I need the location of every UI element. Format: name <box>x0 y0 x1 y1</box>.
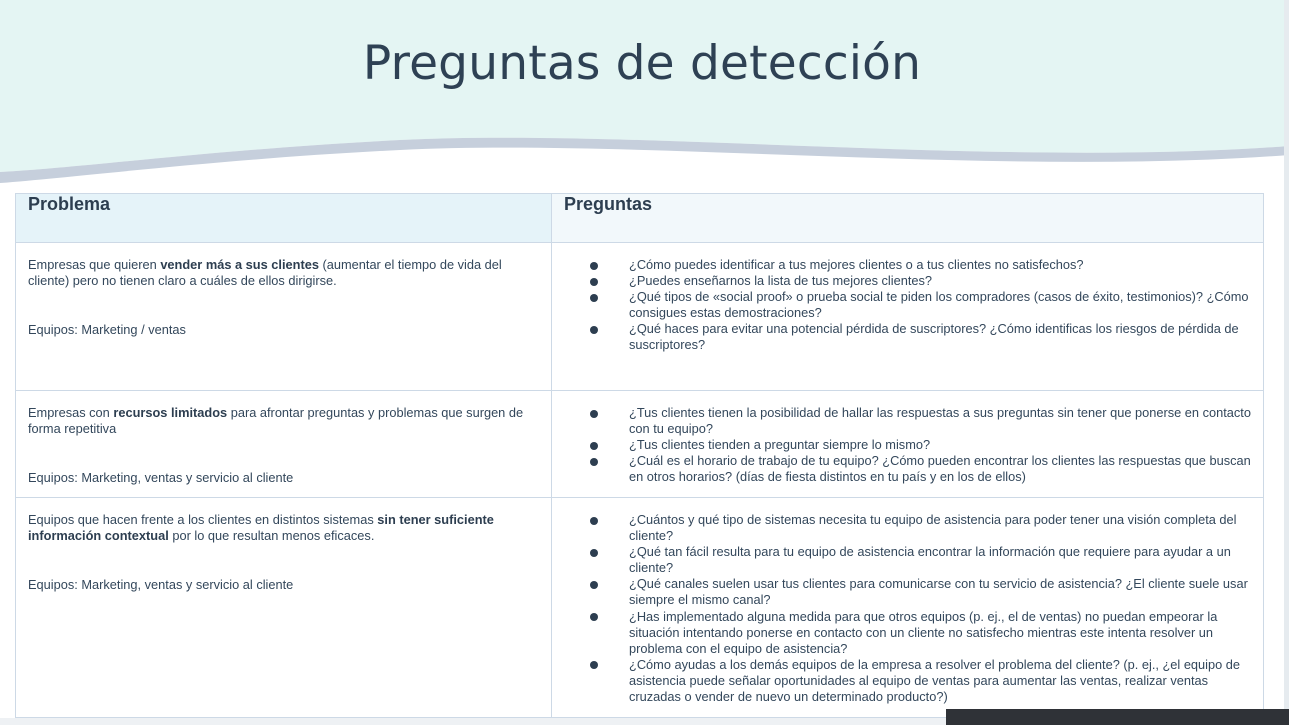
problem-highlight: sin tener suficiente información contextual <box>28 512 494 544</box>
question-list <box>564 512 1251 705</box>
question-item: ¿Qué tan fácil resulta para tu equipo de asistencia encontrar la información que requiere para ayudar a un cliente? <box>564 544 1251 576</box>
problem-description: Equipos que hacen frente a los clientes en distintos sistemas sin tener suficiente información contextual por lo que resultan menos eficaces. <box>28 512 494 544</box>
table-row <box>16 498 1264 718</box>
problem-highlight: recursos limitados <box>113 405 228 420</box>
detection-questions-table <box>15 193 1264 718</box>
problem-teams: Equipos: Marketing, ventas y servicio al cliente <box>28 577 294 593</box>
table-row <box>16 391 1264 498</box>
table-row <box>16 243 1264 391</box>
problem-teams: Equipos: Marketing / ventas <box>28 322 186 338</box>
problem-cell <box>16 243 552 391</box>
question-list <box>564 405 1251 485</box>
question-item: ¿Cómo puedes identificar a tus mejores clientes o a tus clientes no satisfechos? <box>564 257 1251 273</box>
problem-teams: Equipos: Marketing, ventas y servicio al cliente <box>28 470 294 486</box>
slide-right-edge <box>1284 0 1289 725</box>
question-item: ¿Qué tipos de «social proof» o prueba social te piden los compradores (casos de éxito, testimonios)? ¿Cómo consigues estas demostraciones? <box>564 289 1251 321</box>
problem-description: Empresas con recursos limitados para afrontar preguntas y problemas que surgen de forma repetitiva <box>28 405 524 437</box>
question-item: ¿Cuál es el horario de trabajo de tu equipo? ¿Cómo pueden encontrar los clientes las respuestas que buscan en otros horarios? (días de fiesta distintos en tu país y en los de ellos) <box>564 453 1251 485</box>
dark-corner-bar <box>946 709 1289 725</box>
header-problema: Problema <box>16 194 552 243</box>
question-item: ¿Qué haces para evitar una potencial pérdida de suscriptores? ¿Cómo identificas los riesgos de pérdida de suscriptores? <box>564 321 1251 353</box>
table-header-row <box>16 194 1264 243</box>
problem-cell <box>16 498 552 718</box>
question-item: ¿Cómo ayudas a los demás equipos de la empresa a resolver el problema del cliente? (p. ej., ¿el equipo de asistencia puede señalar oportunidades al equipo de ventas para aumentar las ventas, realizar ventas cruzadas o vender de nuevo un determinado producto?) <box>564 657 1251 705</box>
problem-cell <box>16 391 552 498</box>
problem-description: Empresas que quieren vender más a sus clientes (aumentar el tiempo de vida del cliente) pero no tienen claro a cuáles de ellos dirigirse. <box>28 257 502 289</box>
question-item: ¿Puedes enseñarnos la lista de tus mejores clientes? <box>564 273 1251 289</box>
questions-cell <box>552 498 1264 718</box>
question-item: ¿Has implementado alguna medida para que otros equipos (p. ej., el de ventas) no puedan empeorar la situación intentando ponerse en contacto con un cliente no satisfecho mientras este intenta resolver un problema con el equipo de asistencia? <box>564 609 1251 657</box>
question-item: ¿Tus clientes tienen la posibilidad de hallar las respuestas a sus preguntas sin tener que ponerse en contacto con tu equipo? <box>564 405 1251 437</box>
question-item: ¿Qué canales suelen usar tus clientes para comunicarse con tu servicio de asistencia? ¿El cliente suele usar siempre el mismo canal? <box>564 576 1251 608</box>
question-item: ¿Tus clientes tienden a preguntar siempre lo mismo? <box>564 437 1251 453</box>
header-wave-background <box>0 0 1289 190</box>
header-preguntas: Preguntas <box>552 194 1264 243</box>
question-list <box>564 257 1251 354</box>
problem-highlight: vender más a sus clientes <box>160 257 319 272</box>
questions-cell <box>552 243 1264 391</box>
question-item: ¿Cuántos y qué tipo de sistemas necesita tu equipo de asistencia para poder tener una visión completa del cliente? <box>564 512 1251 544</box>
questions-cell <box>552 391 1264 498</box>
page-title: Preguntas de detección <box>362 36 922 91</box>
